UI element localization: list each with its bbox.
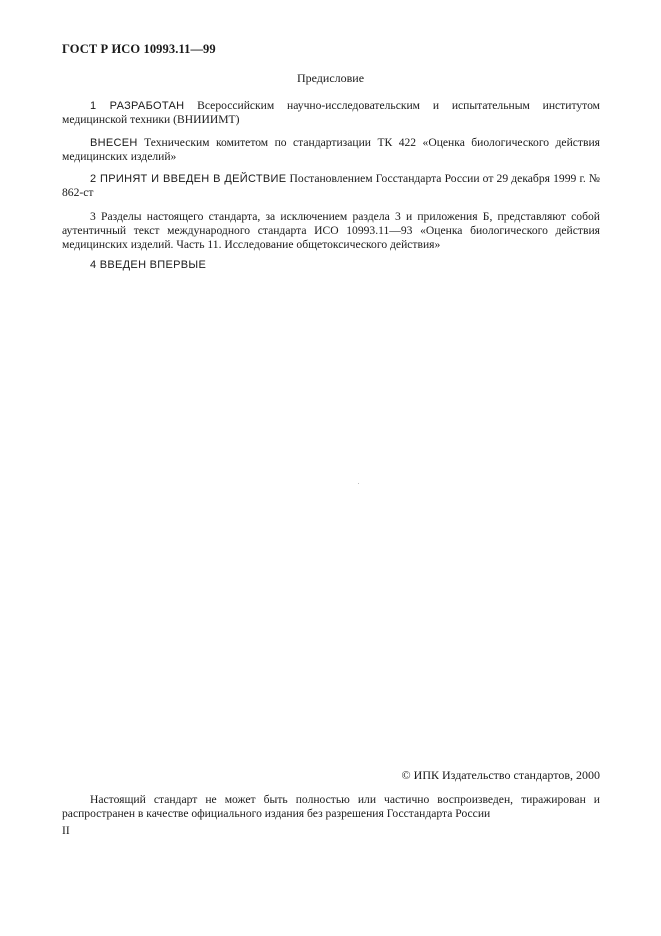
standard-code-header: ГОСТ Р ИСО 10993.11—99 <box>62 42 216 56</box>
foreword-title: Предисловие <box>296 71 365 85</box>
copyright-line: © ИПК Издательство стандартов, 2000 <box>401 768 600 782</box>
foreword-item-1 <box>62 99 600 127</box>
foreword-item-3 <box>62 210 600 252</box>
scan-speck <box>358 483 359 484</box>
page-number: II <box>62 825 70 837</box>
foreword-item-introduced <box>62 136 600 164</box>
foreword-item-4-lead: 4 ВВЕДЕН ВПЕРВЫЕ <box>90 259 207 271</box>
foreword-item-2-text: Постановлением Госстандарта России от 29 декабря 1999 г. № 862-ст <box>62 172 600 199</box>
foreword-item-2 <box>62 172 600 200</box>
foreword-item-1-lead: 1 РАЗРАБОТАН <box>90 100 185 112</box>
foreword-item-introduced-text: Техническим комитетом по стандартизации ТК 422 «Оценка биологического действия медицинских изделий» <box>62 136 600 163</box>
foreword-item-3-text: 3 Разделы настоящего стандарта, за исключением раздела 3 и приложения Б, представляют собой аутентичный текст международного стандарта ИСО 10993.11—93 «Оценка биологического действия медицинских изделий. Часть 11. Исследование общетоксического действия» <box>62 210 600 251</box>
foreword-item-introduced-lead: ВНЕСЕН <box>90 137 138 149</box>
foreword-item-1-text: Всероссийским научно-исследовательским и испытательным институтом медицинской техники (ВНИИИМТ) <box>62 99 600 126</box>
foreword-item-2-lead: 2 ПРИНЯТ И ВВЕДЕН В ДЕЙСТВИЕ <box>90 173 287 185</box>
reproduction-notice: Настоящий стандарт не может быть полностью или частично воспроизведен, тиражирован и распространен в качестве официального издания без разрешения Госстандарта России <box>62 793 600 820</box>
foreword-item-4 <box>62 258 600 272</box>
